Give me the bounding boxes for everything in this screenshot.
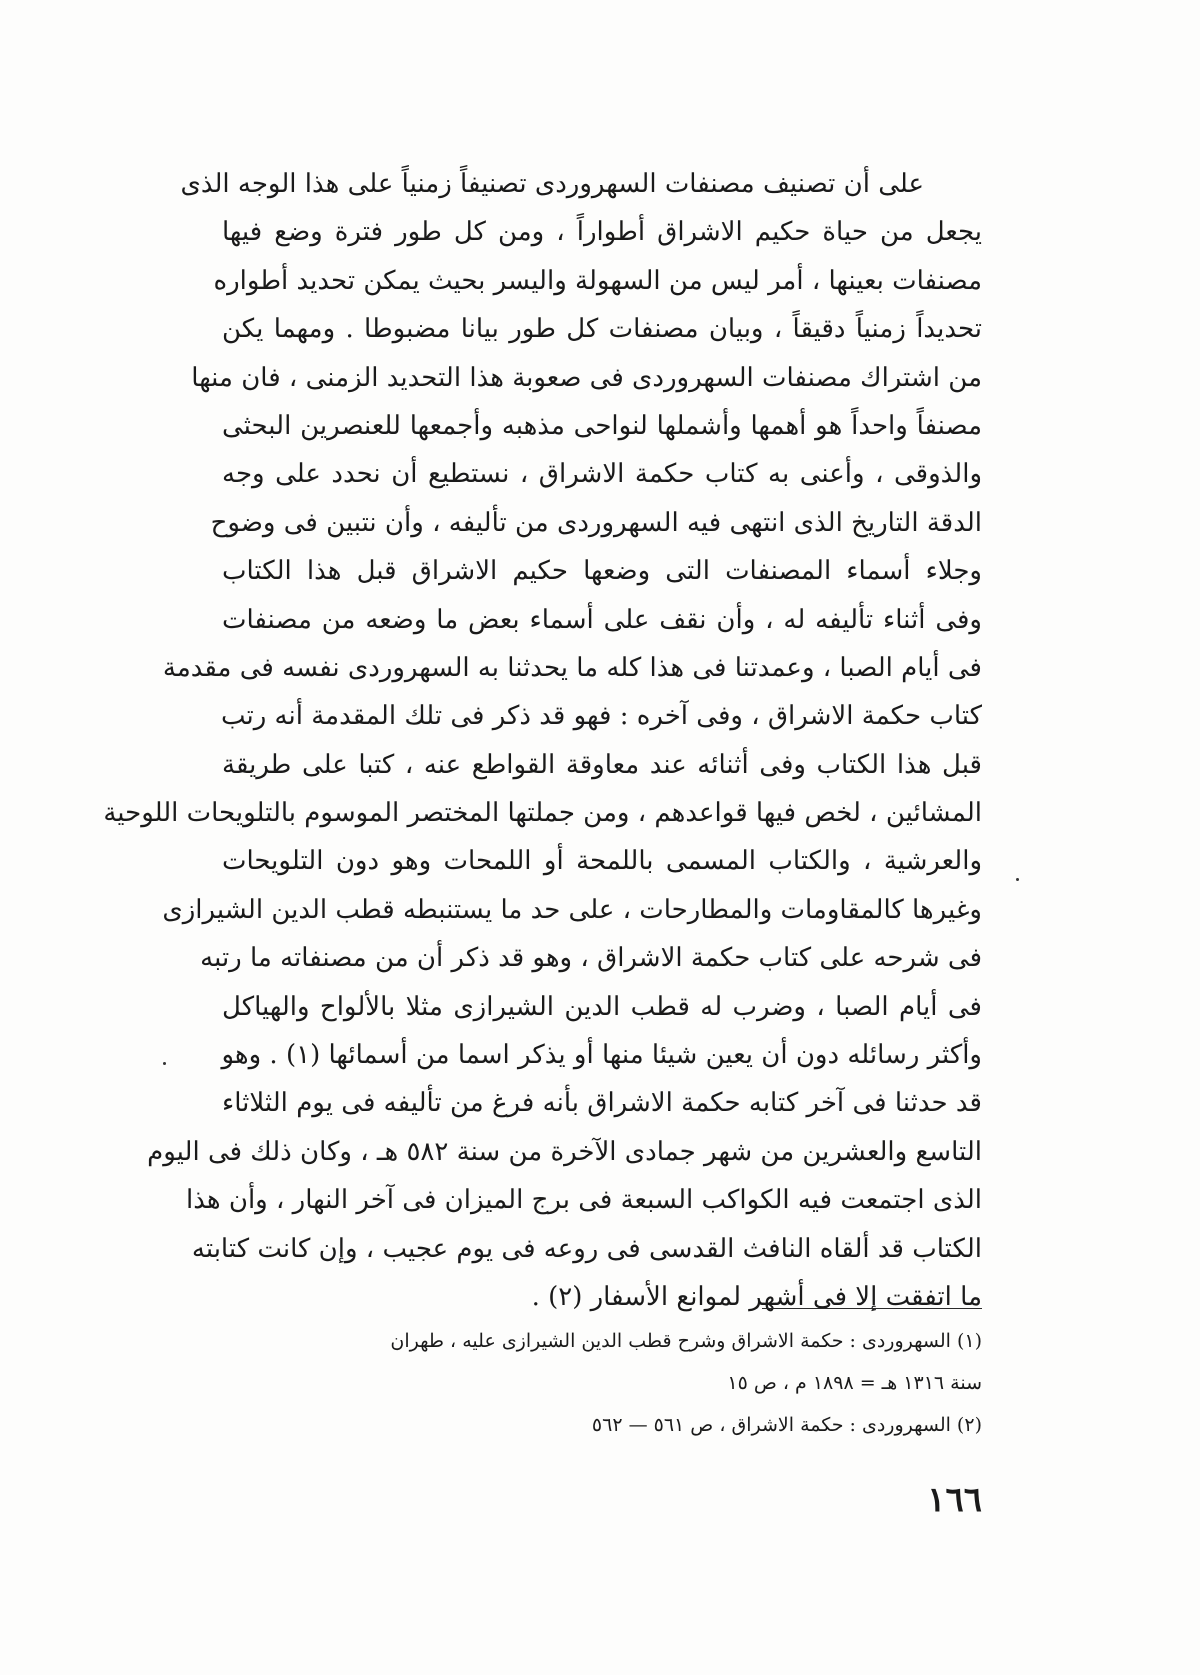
text-line: الدقة التاريخ الذى انتهى فيه السهروردى من تأليفه ، وأن نتبين فى وضوح (210, 507, 982, 538)
text-line: وأكثر رسائله دون أن يعين شيئا منها أو يذكر اسما من أسمائها (١) . وهو (221, 1040, 982, 1071)
text-line: من اشتراك مصنفات السهروردى فى صعوبة هذا التحديد الزمنى ، فان منها (191, 362, 982, 393)
text-line: مصنفات بعينها ، أمر ليس من السهولة واليسر بحيث يمكن تحديد أطواره (213, 265, 982, 296)
scan-speck (163, 1062, 166, 1065)
text-line: فى شرحه على كتاب حكمة الاشراق ، وهو قد ذكر أن من مصنفاته ما رتبه (200, 943, 982, 974)
text-line: وجلاء أسماء المصنفات التى وضعها حكيم الاشراق قبل هذا الكتاب (222, 556, 982, 587)
body-text (103, 160, 982, 1321)
footnote-1: (١) السهروردى : حكمة الاشراق وشرح قطب الدين الشيرازى عليه ، طهران (390, 1330, 982, 1352)
text-line: قبل هذا الكتاب وفى أثنائه عند معاوقة القواطع عنه ، كتبا على طريقة (222, 749, 982, 780)
footnote-2: (٢) السهروردى : حكمة الاشراق ، ص ٥٦١ — ٥٦٢ (591, 1414, 982, 1436)
text-line: وغيرها كالمقاومات والمطارحات ، على حد ما يستنبطه قطب الدين الشيرازى (162, 894, 982, 925)
footnote-1-continuation: سنة ١٣١٦ هـ = ١٨٩٨ م ، ص ١٥ (727, 1372, 982, 1394)
text-line: التاسع والعشرين من شهر جمادى الآخرة من سنة ٥٨٢ هـ ، وكان ذلك فى اليوم (147, 1136, 982, 1167)
text-line: ما اتفقت إلا فى أشهر لموانع الأسفار (٢) . (531, 1281, 982, 1312)
text-line: فى أيام الصبا ، وضرب له قطب الدين الشيرازى مثلا بالألواح والهياكل (222, 991, 982, 1022)
page-number: ١٦٦ (927, 1480, 982, 1520)
text-line: الكتاب قد ألقاه النافث القدسى فى روعه فى يوم عجيب ، وإن كانت كتابته (191, 1233, 982, 1264)
text-line: تحديداً زمنياً دقيقاً ، وبيان مصنفات كل طور بيانا مضبوطا . ومهما يكن (222, 314, 982, 345)
text-line: مصنفاً واحداً هو أهمها وأشملها لنواحى مذهبه وأجمعها للعنصرين البحثى (222, 410, 982, 441)
text-line: والذوقى ، وأعنى به كتاب حكمة الاشراق ، نستطيع أن نحدد على وجه (222, 459, 982, 490)
scan-speck (1016, 878, 1019, 881)
text-line: يجعل من حياة حكيم الاشراق أطواراً ، ومن كل طور فترة وضع فيها (222, 217, 982, 248)
text-line: فى أيام الصبا ، وعمدتنا فى هذا كله ما يحدثنا به السهروردى نفسه فى مقدمة (162, 652, 982, 683)
text-line: قد حدثنا فى آخر كتابه حكمة الاشراق بأنه فرغ من تأليفه فى يوم الثلاثاء (222, 1088, 982, 1119)
text-line: المشائين ، لخص فيها قواعدهم ، ومن جملتها المختصر الموسوم بالتلويحات اللوحية (103, 798, 982, 829)
footnotes (222, 1320, 982, 1446)
text-line: وفى أثناء تأليفه له ، وأن نقف على أسماء بعض ما وضعه من مصنفات (222, 604, 982, 635)
footnote-separator (762, 1308, 982, 1309)
text-line: على أن تصنيف مصنفات السهروردى تصنيفاً زمنياً على هذا الوجه الذى (180, 169, 924, 199)
text-line: كتاب حكمة الاشراق ، وفى آخره : فهو قد ذكر فى تلك المقدمة أنه رتب (220, 701, 982, 732)
text-line: الذى اجتمعت فيه الكواكب السبعة فى برج الميزان فى آخر النهار ، وأن هذا (186, 1185, 982, 1216)
text-line: والعرشية ، والكتاب المسمى باللمحة أو اللمحات وهو دون التلويحات (222, 846, 982, 877)
